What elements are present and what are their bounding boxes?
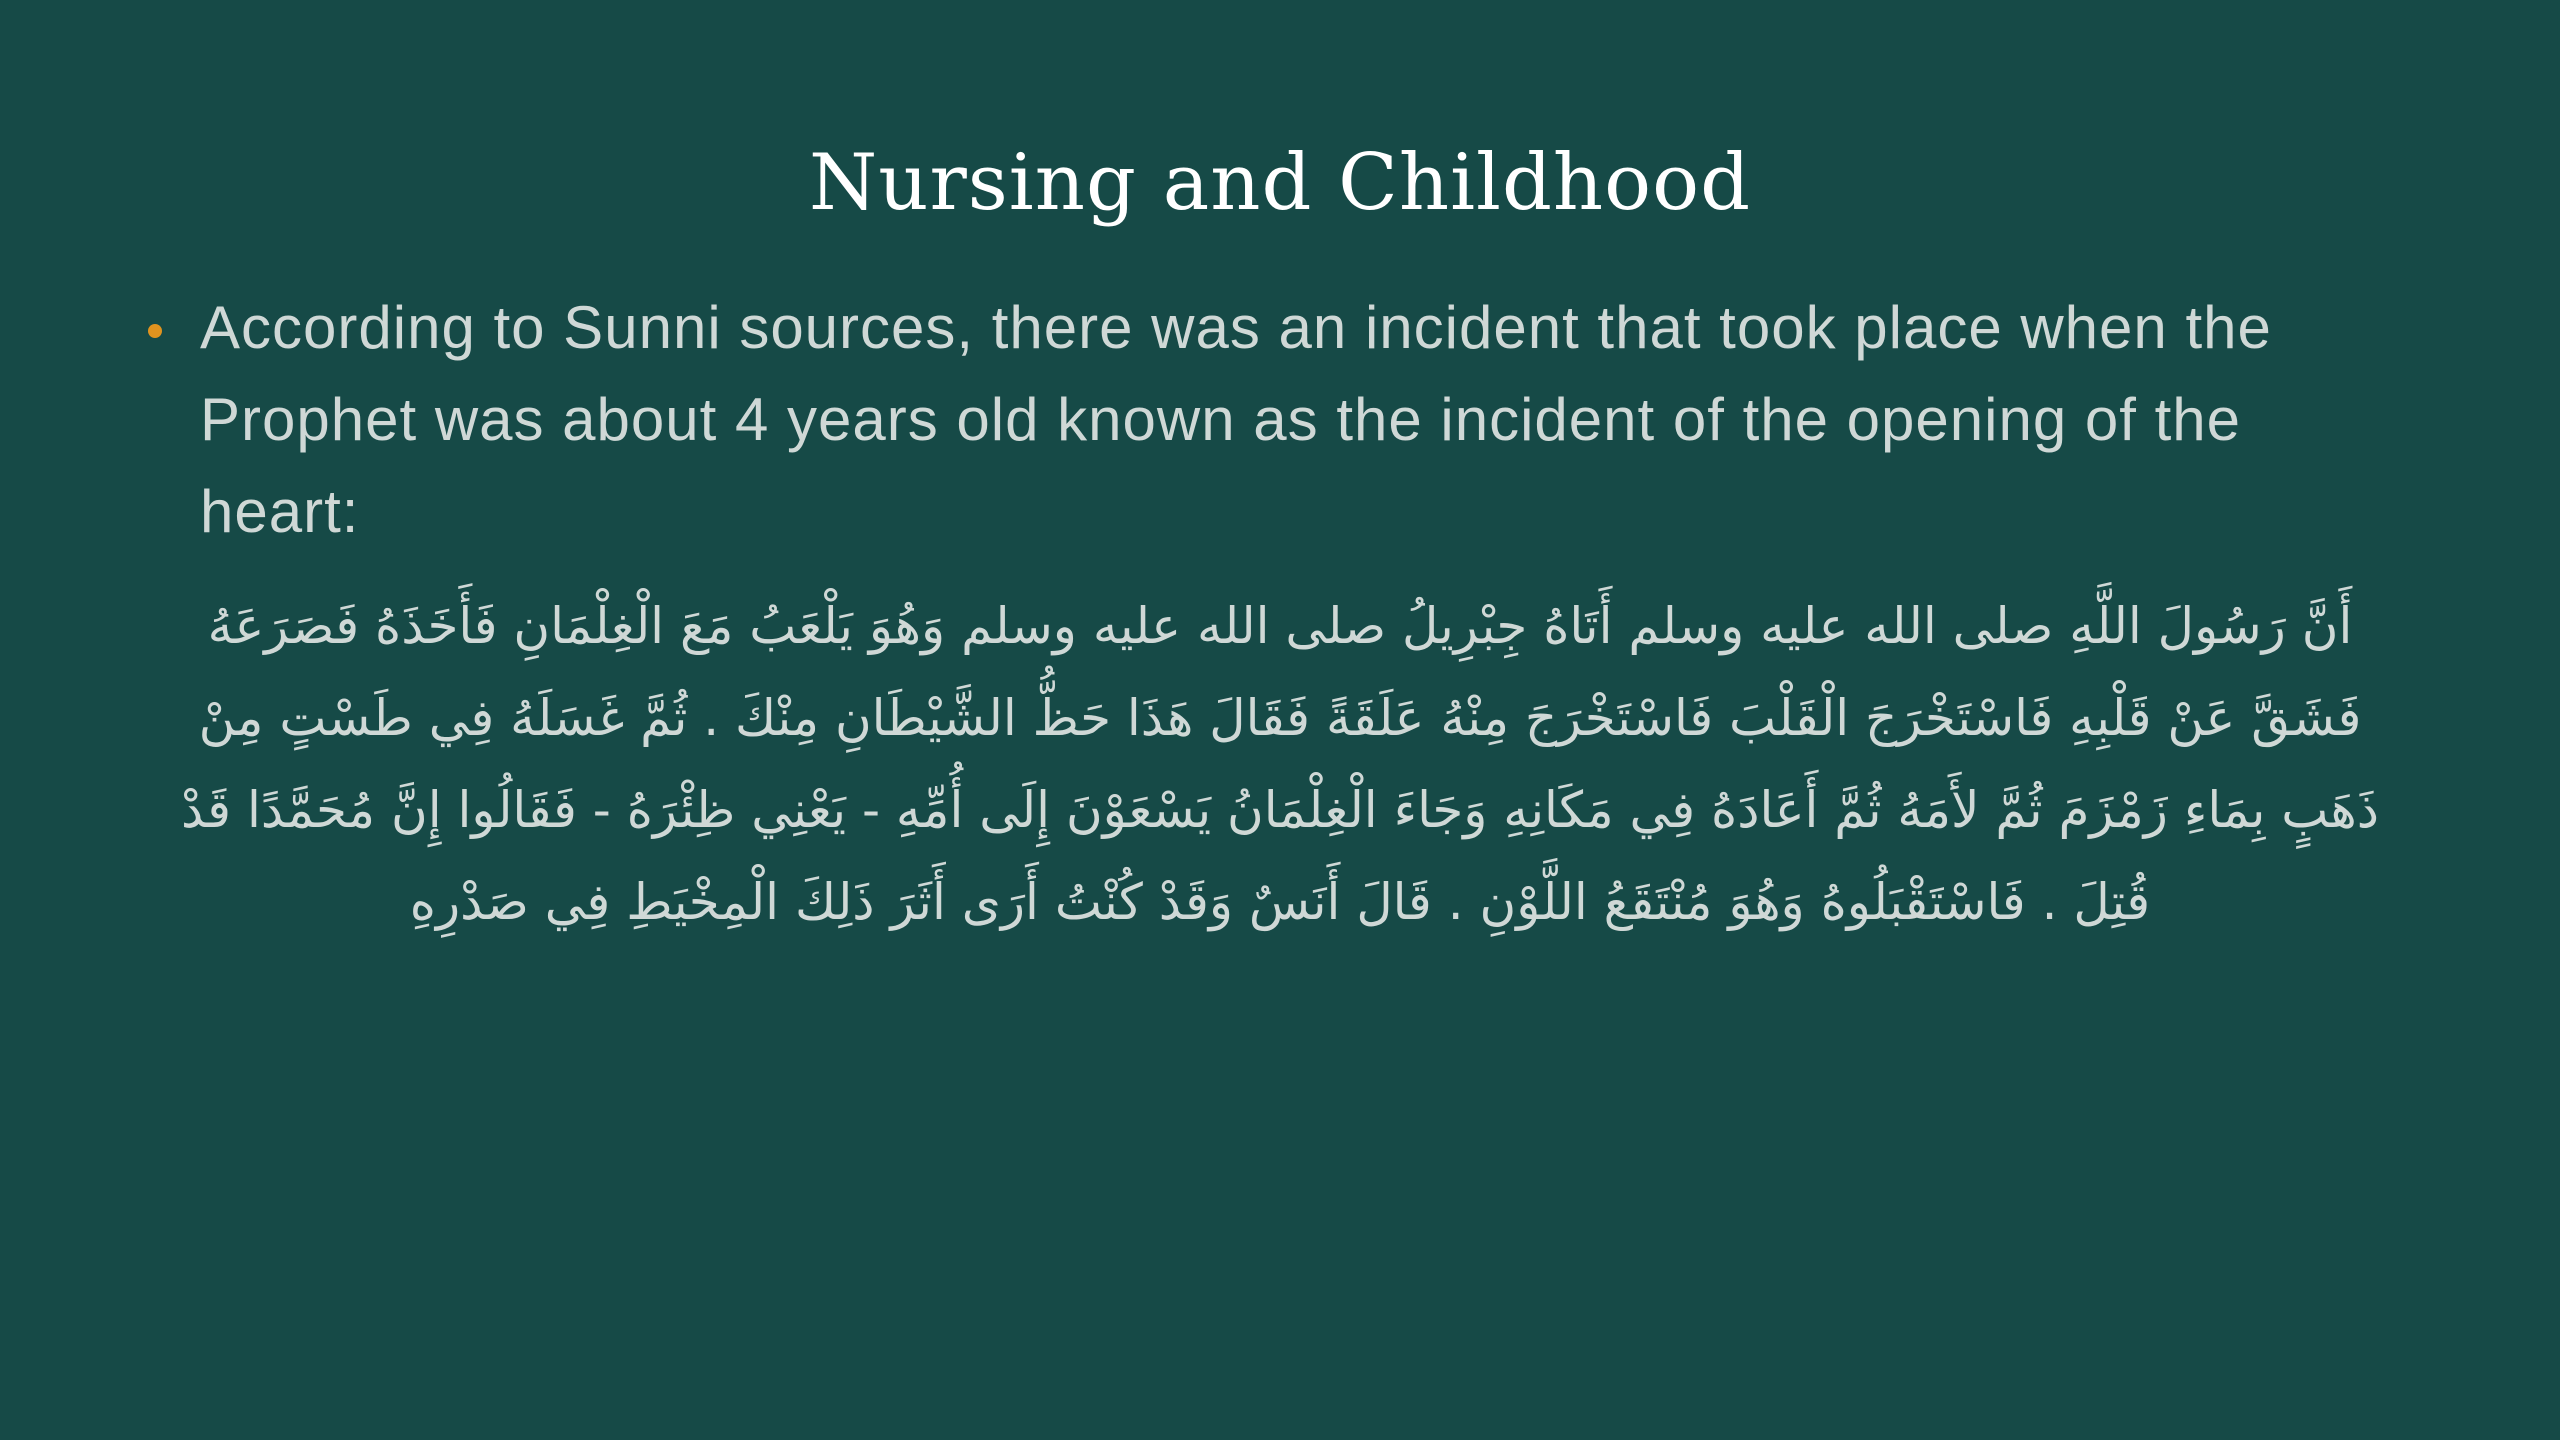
bullet-text: According to Sunni sources, there was an incident that took place when the Prophet was about 4 years old known as the incident of the opening of the heart:: [200, 294, 2272, 545]
bullet-item: [148, 282, 2418, 558]
bullet-dot-icon: [148, 324, 162, 338]
slide-title: Nursing and Childhood: [809, 138, 1751, 228]
arabic-hadith-text: أَنَّ رَسُولَ اللَّهِ صلى الله عليه وسلم أَتَاهُ جِبْرِيلُ صلى الله عليه وسلم وَهُوَ يَلْعَبُ مَعَ الْغِلْمَانِ فَأَخَذَهُ فَصَرَعَهُ فَشَقَّ عَنْ قَلْبِهِ فَاسْتَخْرَجَ الْقَلْبَ فَاسْتَخْرَجَ مِنْهُ عَلَقَةً فَقَالَ هَذَا حَظُّ الشَّيْطَانِ مِنْكَ . ثُمَّ غَسَلَهُ فِي طَسْتٍ مِنْ ذَهَبٍ بِمَاءِ زَمْزَمَ ثُمَّ لأَمَهُ ثُمَّ أَعَادَهُ فِي مَكَانِهِ وَجَاءَ الْغِلْمَانُ يَسْعَوْنَ إِلَى أُمِّهِ - يَعْنِي ظِئْرَهُ - فَقَالُوا إِنَّ مُحَمَّدًا قَدْ قُتِلَ . فَاسْتَقْبَلُوهُ وَهُوَ مُنْتَقَعُ اللَّوْنِ . قَالَ أَنَسٌ وَقَدْ كُنْتُ أَرَى أَثَرَ ذَلِكَ الْمِخْيَطِ فِي صَدْرِهِ: [180, 597, 2380, 931]
